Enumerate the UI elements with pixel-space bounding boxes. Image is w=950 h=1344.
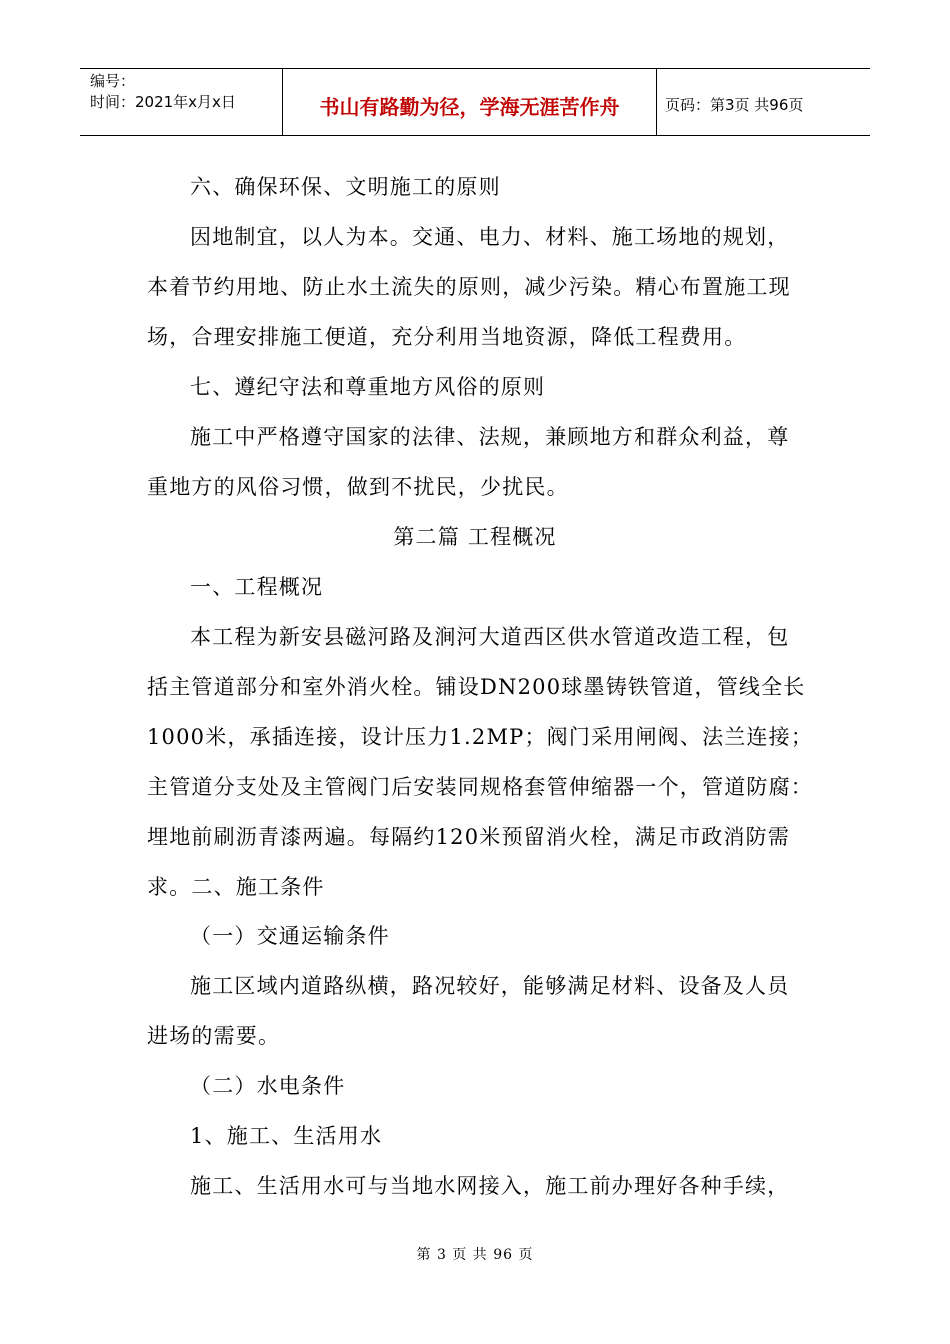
page-header — [80, 68, 870, 136]
paragraph-line: 因地制宜，以人为本。交通、电力、材料、施工场地的规划， — [190, 225, 790, 249]
paragraph-line: 括主管道部分和室外消火栓。铺设DN200球墨铸铁管道，管线全长 — [147, 675, 806, 699]
paragraph-line: 本着节约用地、防止水土流失的原则，减少污染。精心布置施工现 — [147, 275, 791, 299]
paragraph-line: 本工程为新安县磁河路及涧河大道西区供水管道改造工程，包 — [190, 625, 790, 649]
section-heading: 六、确保环保、文明施工的原则 — [190, 175, 501, 199]
paragraph-line: 施工、生活用水可与当地水网接入，施工前办理好各种手续， — [190, 1174, 790, 1198]
paragraph-line: 施工区域内道路纵横，路况较好，能够满足材料、设备及人员 — [190, 974, 790, 998]
paragraph-line: 求。二、施工条件 — [147, 875, 325, 899]
chapter-title: 第二篇 工程概况 — [393, 525, 557, 549]
paragraph-line: 场，合理安排施工便道，充分利用当地资源，降低工程费用。 — [147, 325, 747, 349]
section-heading: 七、遵纪守法和尊重地方风俗的原则 — [190, 375, 546, 399]
subsection-heading: （二）水电条件 — [190, 1074, 346, 1098]
paragraph-line: 1000米，承插连接，设计压力1.2MP；阀门采用闸阀、法兰连接； — [147, 725, 814, 749]
document-time-label: 时间：2021年x月x日 — [90, 93, 236, 111]
paragraph-line: 埋地前刷沥青漆两遍。每隔约120米预留消火栓，满足市政消防需 — [147, 825, 791, 849]
paragraph-line: 进场的需要。 — [147, 1024, 281, 1048]
subsection-heading: （一）交通运输条件 — [190, 924, 390, 948]
document-number-label: 编号： — [90, 72, 136, 90]
page-footer: 第 3 页 共 96 页 — [416, 1247, 534, 1263]
paragraph-line: 主管道分支处及主管阀门后安装同规格套管伸缩器一个，管道防腐： — [147, 775, 813, 799]
section-heading: 一、工程概况 — [190, 575, 324, 599]
header-page-info: 页码：第3页 共96页 — [665, 95, 804, 114]
paragraph-line: 施工中严格遵守国家的法律、法规，兼顾地方和群众利益，尊 — [190, 425, 790, 449]
item-heading: 1、施工、生活用水 — [190, 1124, 383, 1148]
header-motto: 书山有路勤为径，学海无涯苦作舟 — [282, 69, 657, 135]
header-left-cell — [80, 69, 282, 135]
paragraph-line: 重地方的风俗习惯，做到不扰民，少扰民。 — [147, 475, 569, 499]
